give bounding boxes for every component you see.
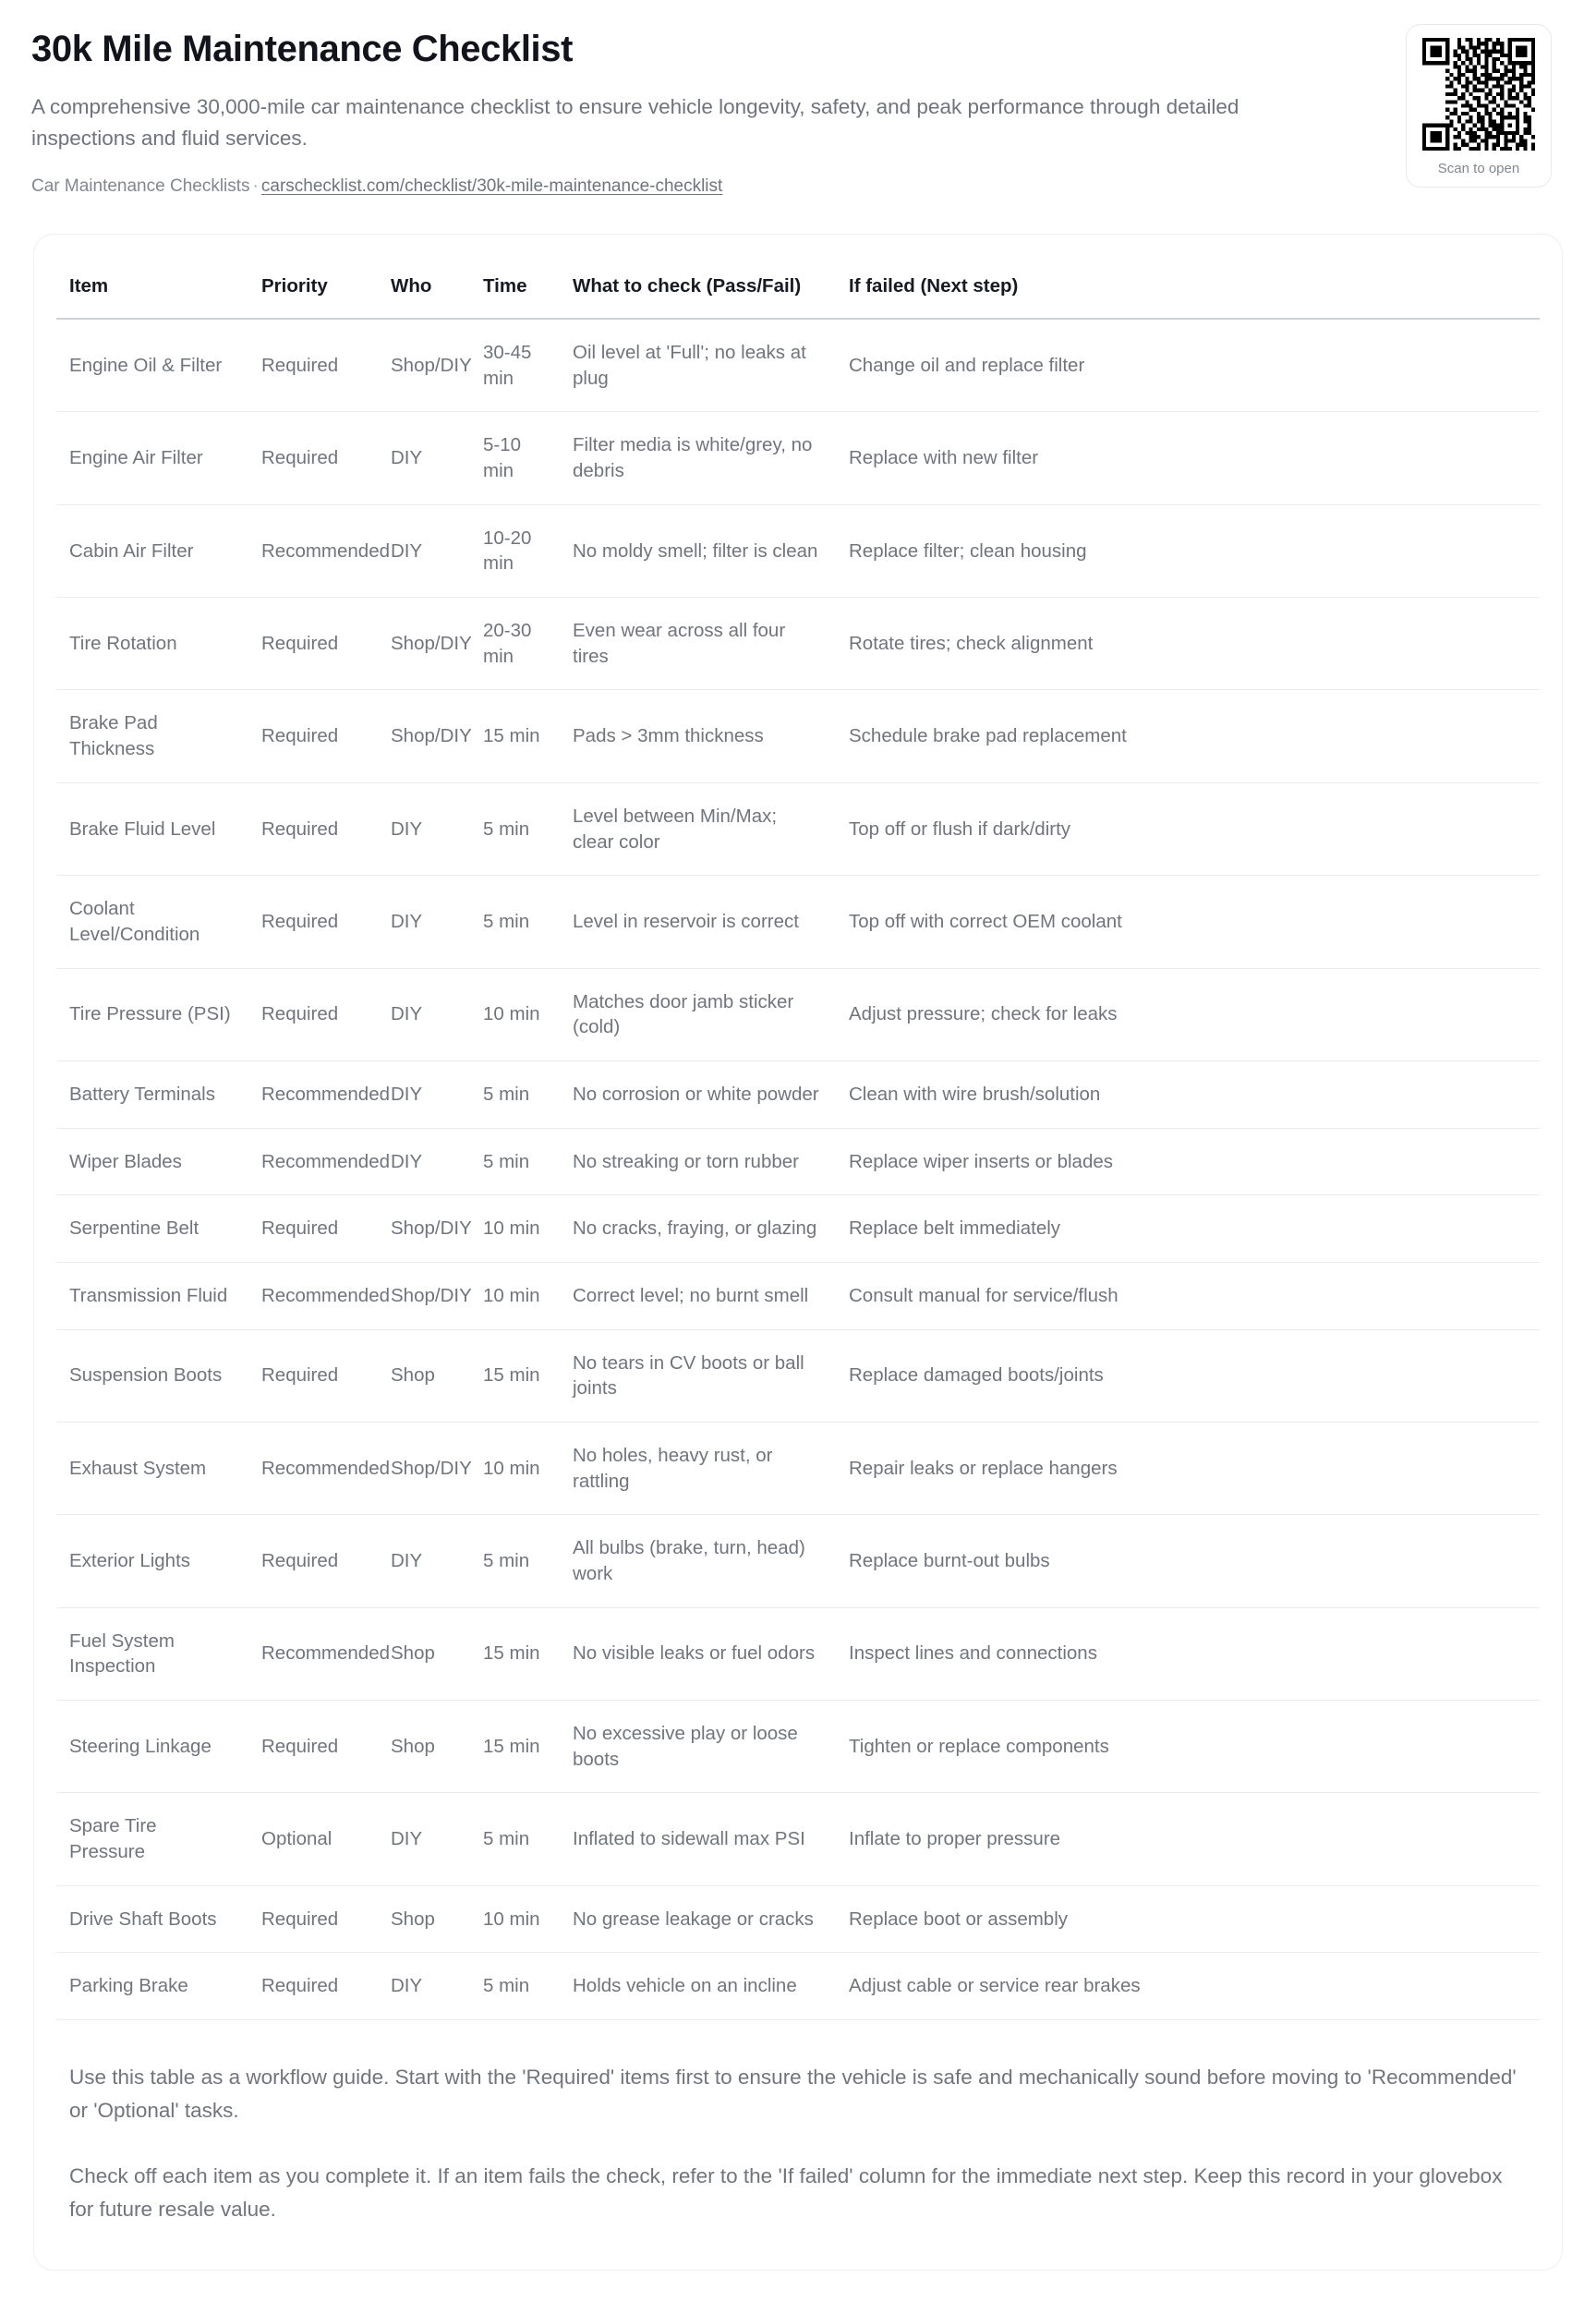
cell-check: No tears in CV boots or ball joints (560, 1329, 836, 1422)
cell-priority: Required (248, 412, 378, 504)
checklist-card (33, 234, 1563, 2271)
cell-priority: Required (248, 1195, 378, 1263)
cell-who: Shop/DIY (378, 598, 470, 690)
cell-who: Shop/DIY (378, 690, 470, 782)
cell-who: DIY (378, 504, 470, 597)
cell-who: DIY (378, 968, 470, 1060)
cell-who: DIY (378, 1953, 470, 2020)
cell-check: Pads > 3mm thickness (560, 690, 836, 782)
table-row (56, 1793, 1540, 1885)
cell-failed: Replace damaged boots/joints (836, 1329, 1540, 1422)
cell-who: DIY (378, 876, 470, 968)
cell-who: Shop/DIY (378, 319, 470, 412)
cell-priority: Required (248, 1515, 378, 1607)
cell-time: 30-45 min (470, 319, 560, 412)
cell-priority: Recommended (248, 1060, 378, 1128)
column-header-check: What to check (Pass/Fail) (560, 270, 836, 319)
note-paragraph: Check off each item as you complete it. If an item fails the check, refer to the 'If failed' column for the immediate next step. Keep this record in your glovebox for future resale value. (69, 2163, 1503, 2222)
source-url-link[interactable]: carschecklist.com/checklist/30k-mile-maintenance-checklist (260, 176, 723, 196)
cell-failed: Replace burnt-out bulbs (836, 1515, 1540, 1607)
cell-failed: Schedule brake pad replacement (836, 690, 1540, 782)
cell-failed: Consult manual for service/flush (836, 1262, 1540, 1329)
table-row (56, 504, 1540, 597)
table-row (56, 876, 1540, 968)
cell-item: Wiper Blades (56, 1128, 248, 1195)
cell-item: Fuel System Inspection (56, 1607, 248, 1700)
cell-item: Serpentine Belt (56, 1195, 248, 1263)
cell-failed: Inspect lines and connections (836, 1607, 1540, 1700)
cell-failed: Adjust cable or service rear brakes (836, 1953, 1540, 2020)
cell-item: Battery Terminals (56, 1060, 248, 1128)
note-paragraph: Use this table as a workflow guide. Start with the 'Required' items first to ensure the vehicle is safe and mechanically sound before moving to 'Recommended' or 'Optional' tasks. (69, 2065, 1517, 2123)
cell-item: Cabin Air Filter (56, 504, 248, 597)
table-row (56, 319, 1540, 412)
cell-priority: Recommended (248, 1262, 378, 1329)
cell-check: Correct level; no burnt smell (560, 1262, 836, 1329)
cell-failed: Replace belt immediately (836, 1195, 1540, 1263)
cell-item: Brake Fluid Level (56, 782, 248, 875)
table-row (56, 968, 1540, 1060)
cell-who: Shop/DIY (378, 1422, 470, 1514)
cell-failed: Replace filter; clean housing (836, 504, 1540, 597)
cell-time: 5-10 min (470, 412, 560, 504)
cell-time: 5 min (470, 1128, 560, 1195)
cell-check: No moldy smell; filter is clean (560, 504, 836, 597)
cell-item: Engine Oil & Filter (56, 319, 248, 412)
cell-priority: Required (248, 1700, 378, 1792)
cell-priority: Required (248, 690, 378, 782)
cell-time: 5 min (470, 782, 560, 875)
table-row (56, 1515, 1540, 1607)
cell-check: No holes, heavy rust, or rattling (560, 1422, 836, 1514)
cell-check: All bulbs (brake, turn, head) work (560, 1515, 836, 1607)
cell-item: Tire Rotation (56, 598, 248, 690)
table-row (56, 690, 1540, 782)
cell-item: Drive Shaft Boots (56, 1885, 248, 1953)
cell-item: Tire Pressure (PSI) (56, 968, 248, 1060)
cell-check: Filter media is white/grey, no debris (560, 412, 836, 504)
cell-who: Shop/DIY (378, 1195, 470, 1263)
cell-failed: Replace wiper inserts or blades (836, 1128, 1540, 1195)
cell-failed: Inflate to proper pressure (836, 1793, 1540, 1885)
cell-who: Shop (378, 1329, 470, 1422)
cell-who: Shop (378, 1607, 470, 1700)
cell-time: 10 min (470, 1422, 560, 1514)
header-text-block (31, 24, 1324, 199)
checklist-table (56, 270, 1540, 2020)
cell-priority: Recommended (248, 1422, 378, 1514)
page-title: 30k Mile Maintenance Checklist (31, 29, 574, 69)
cell-item: Brake Pad Thickness (56, 690, 248, 782)
cell-who: Shop (378, 1885, 470, 1953)
cell-who: DIY (378, 1128, 470, 1195)
qr-caption: Scan to open (1437, 161, 1520, 176)
cell-priority: Required (248, 1329, 378, 1422)
cell-check: Matches door jamb sticker (cold) (560, 968, 836, 1060)
cell-failed: Repair leaks or replace hangers (836, 1422, 1540, 1514)
column-header-priority: Priority (248, 270, 378, 319)
cell-time: 5 min (470, 1793, 560, 1885)
cell-who: Shop/DIY (378, 1262, 470, 1329)
cell-priority: Required (248, 876, 378, 968)
cell-who: DIY (378, 782, 470, 875)
cell-time: 10-20 min (470, 504, 560, 597)
cell-priority: Recommended (248, 1128, 378, 1195)
cell-priority: Required (248, 968, 378, 1060)
cell-priority: Required (248, 598, 378, 690)
table-head (56, 270, 1540, 319)
cell-check: Inflated to sidewall max PSI (560, 1793, 836, 1885)
cell-time: 5 min (470, 876, 560, 968)
cell-item: Transmission Fluid (56, 1262, 248, 1329)
cell-priority: Required (248, 782, 378, 875)
qr-code-icon (1422, 38, 1535, 151)
qr-code-card[interactable] (1406, 24, 1552, 188)
cell-time: 10 min (470, 1262, 560, 1329)
cell-failed: Adjust pressure; check for leaks (836, 968, 1540, 1060)
cell-failed: Rotate tires; check alignment (836, 598, 1540, 690)
cell-priority: Required (248, 1885, 378, 1953)
notes-section (56, 2020, 1540, 2227)
cell-time: 10 min (470, 1885, 560, 1953)
page-header (0, 0, 1596, 199)
cell-check: Oil level at 'Full'; no leaks at plug (560, 319, 836, 412)
cell-failed: Clean with wire brush/solution (836, 1060, 1540, 1128)
cell-failed: Replace with new filter (836, 412, 1540, 504)
table-row (56, 1195, 1540, 1263)
column-header-who: Who (378, 270, 470, 319)
cell-time: 15 min (470, 1329, 560, 1422)
cell-time: 5 min (470, 1953, 560, 2020)
cell-priority: Optional (248, 1793, 378, 1885)
cell-check: Level between Min/Max; clear color (560, 782, 836, 875)
cell-priority: Required (248, 319, 378, 412)
cell-failed: Replace boot or assembly (836, 1885, 1540, 1953)
cell-failed: Top off with correct OEM coolant (836, 876, 1540, 968)
cell-who: DIY (378, 1515, 470, 1607)
table-row (56, 1262, 1540, 1329)
cell-failed: Change oil and replace filter (836, 319, 1540, 412)
cell-check: No visible leaks or fuel odors (560, 1607, 836, 1700)
cell-item: Suspension Boots (56, 1329, 248, 1422)
table-row (56, 1060, 1540, 1128)
source-name: Car Maintenance Checklists (31, 176, 250, 196)
cell-priority: Recommended (248, 1607, 378, 1700)
table-body (56, 319, 1540, 2019)
column-header-failed: If failed (Next step) (836, 270, 1540, 319)
table-row (56, 1329, 1540, 1422)
cell-item: Steering Linkage (56, 1700, 248, 1792)
page-subtitle: A comprehensive 30,000-mile car maintenance checklist to ensure vehicle longevity, safety, and peak performance through detailed inspections and fluid services. (31, 95, 1239, 151)
table-row (56, 1953, 1540, 2020)
cell-time: 5 min (470, 1060, 560, 1128)
cell-time: 15 min (470, 1700, 560, 1792)
cell-failed: Top off or flush if dark/dirty (836, 782, 1540, 875)
cell-time: 10 min (470, 1195, 560, 1263)
cell-time: 15 min (470, 1607, 560, 1700)
column-header-item: Item (56, 270, 248, 319)
table-row (56, 598, 1540, 690)
column-header-time: Time (470, 270, 560, 319)
cell-check: No corrosion or white powder (560, 1060, 836, 1128)
cell-item: Parking Brake (56, 1953, 248, 2020)
cell-priority: Recommended (248, 504, 378, 597)
cell-failed: Tighten or replace components (836, 1700, 1540, 1792)
cell-check: No cracks, fraying, or glazing (560, 1195, 836, 1263)
cell-item: Exterior Lights (56, 1515, 248, 1607)
table-row (56, 782, 1540, 875)
cell-item: Spare Tire Pressure (56, 1793, 248, 1885)
cell-time: 15 min (470, 690, 560, 782)
cell-who: DIY (378, 1793, 470, 1885)
source-meta-line (31, 174, 1324, 200)
table-row (56, 1128, 1540, 1195)
cell-time: 5 min (470, 1515, 560, 1607)
cell-who: DIY (378, 412, 470, 504)
table-row (56, 412, 1540, 504)
table-row (56, 1422, 1540, 1514)
cell-who: DIY (378, 1060, 470, 1128)
cell-check: Holds vehicle on an incline (560, 1953, 836, 2020)
cell-check: No excessive play or loose boots (560, 1700, 836, 1792)
cell-check: No streaking or torn rubber (560, 1128, 836, 1195)
cell-item: Exhaust System (56, 1422, 248, 1514)
table-row (56, 1885, 1540, 1953)
cell-check: No grease leakage or cracks (560, 1885, 836, 1953)
cell-who: Shop (378, 1700, 470, 1792)
cell-priority: Required (248, 1953, 378, 2020)
cell-check: Even wear across all four tires (560, 598, 836, 690)
meta-separator: · (252, 176, 259, 196)
cell-item: Coolant Level/Condition (56, 876, 248, 968)
table-row (56, 1700, 1540, 1792)
cell-time: 10 min (470, 968, 560, 1060)
cell-check: Level in reservoir is correct (560, 876, 836, 968)
table-row (56, 1607, 1540, 1700)
table-header-row (56, 270, 1540, 319)
cell-time: 20-30 min (470, 598, 560, 690)
cell-item: Engine Air Filter (56, 412, 248, 504)
